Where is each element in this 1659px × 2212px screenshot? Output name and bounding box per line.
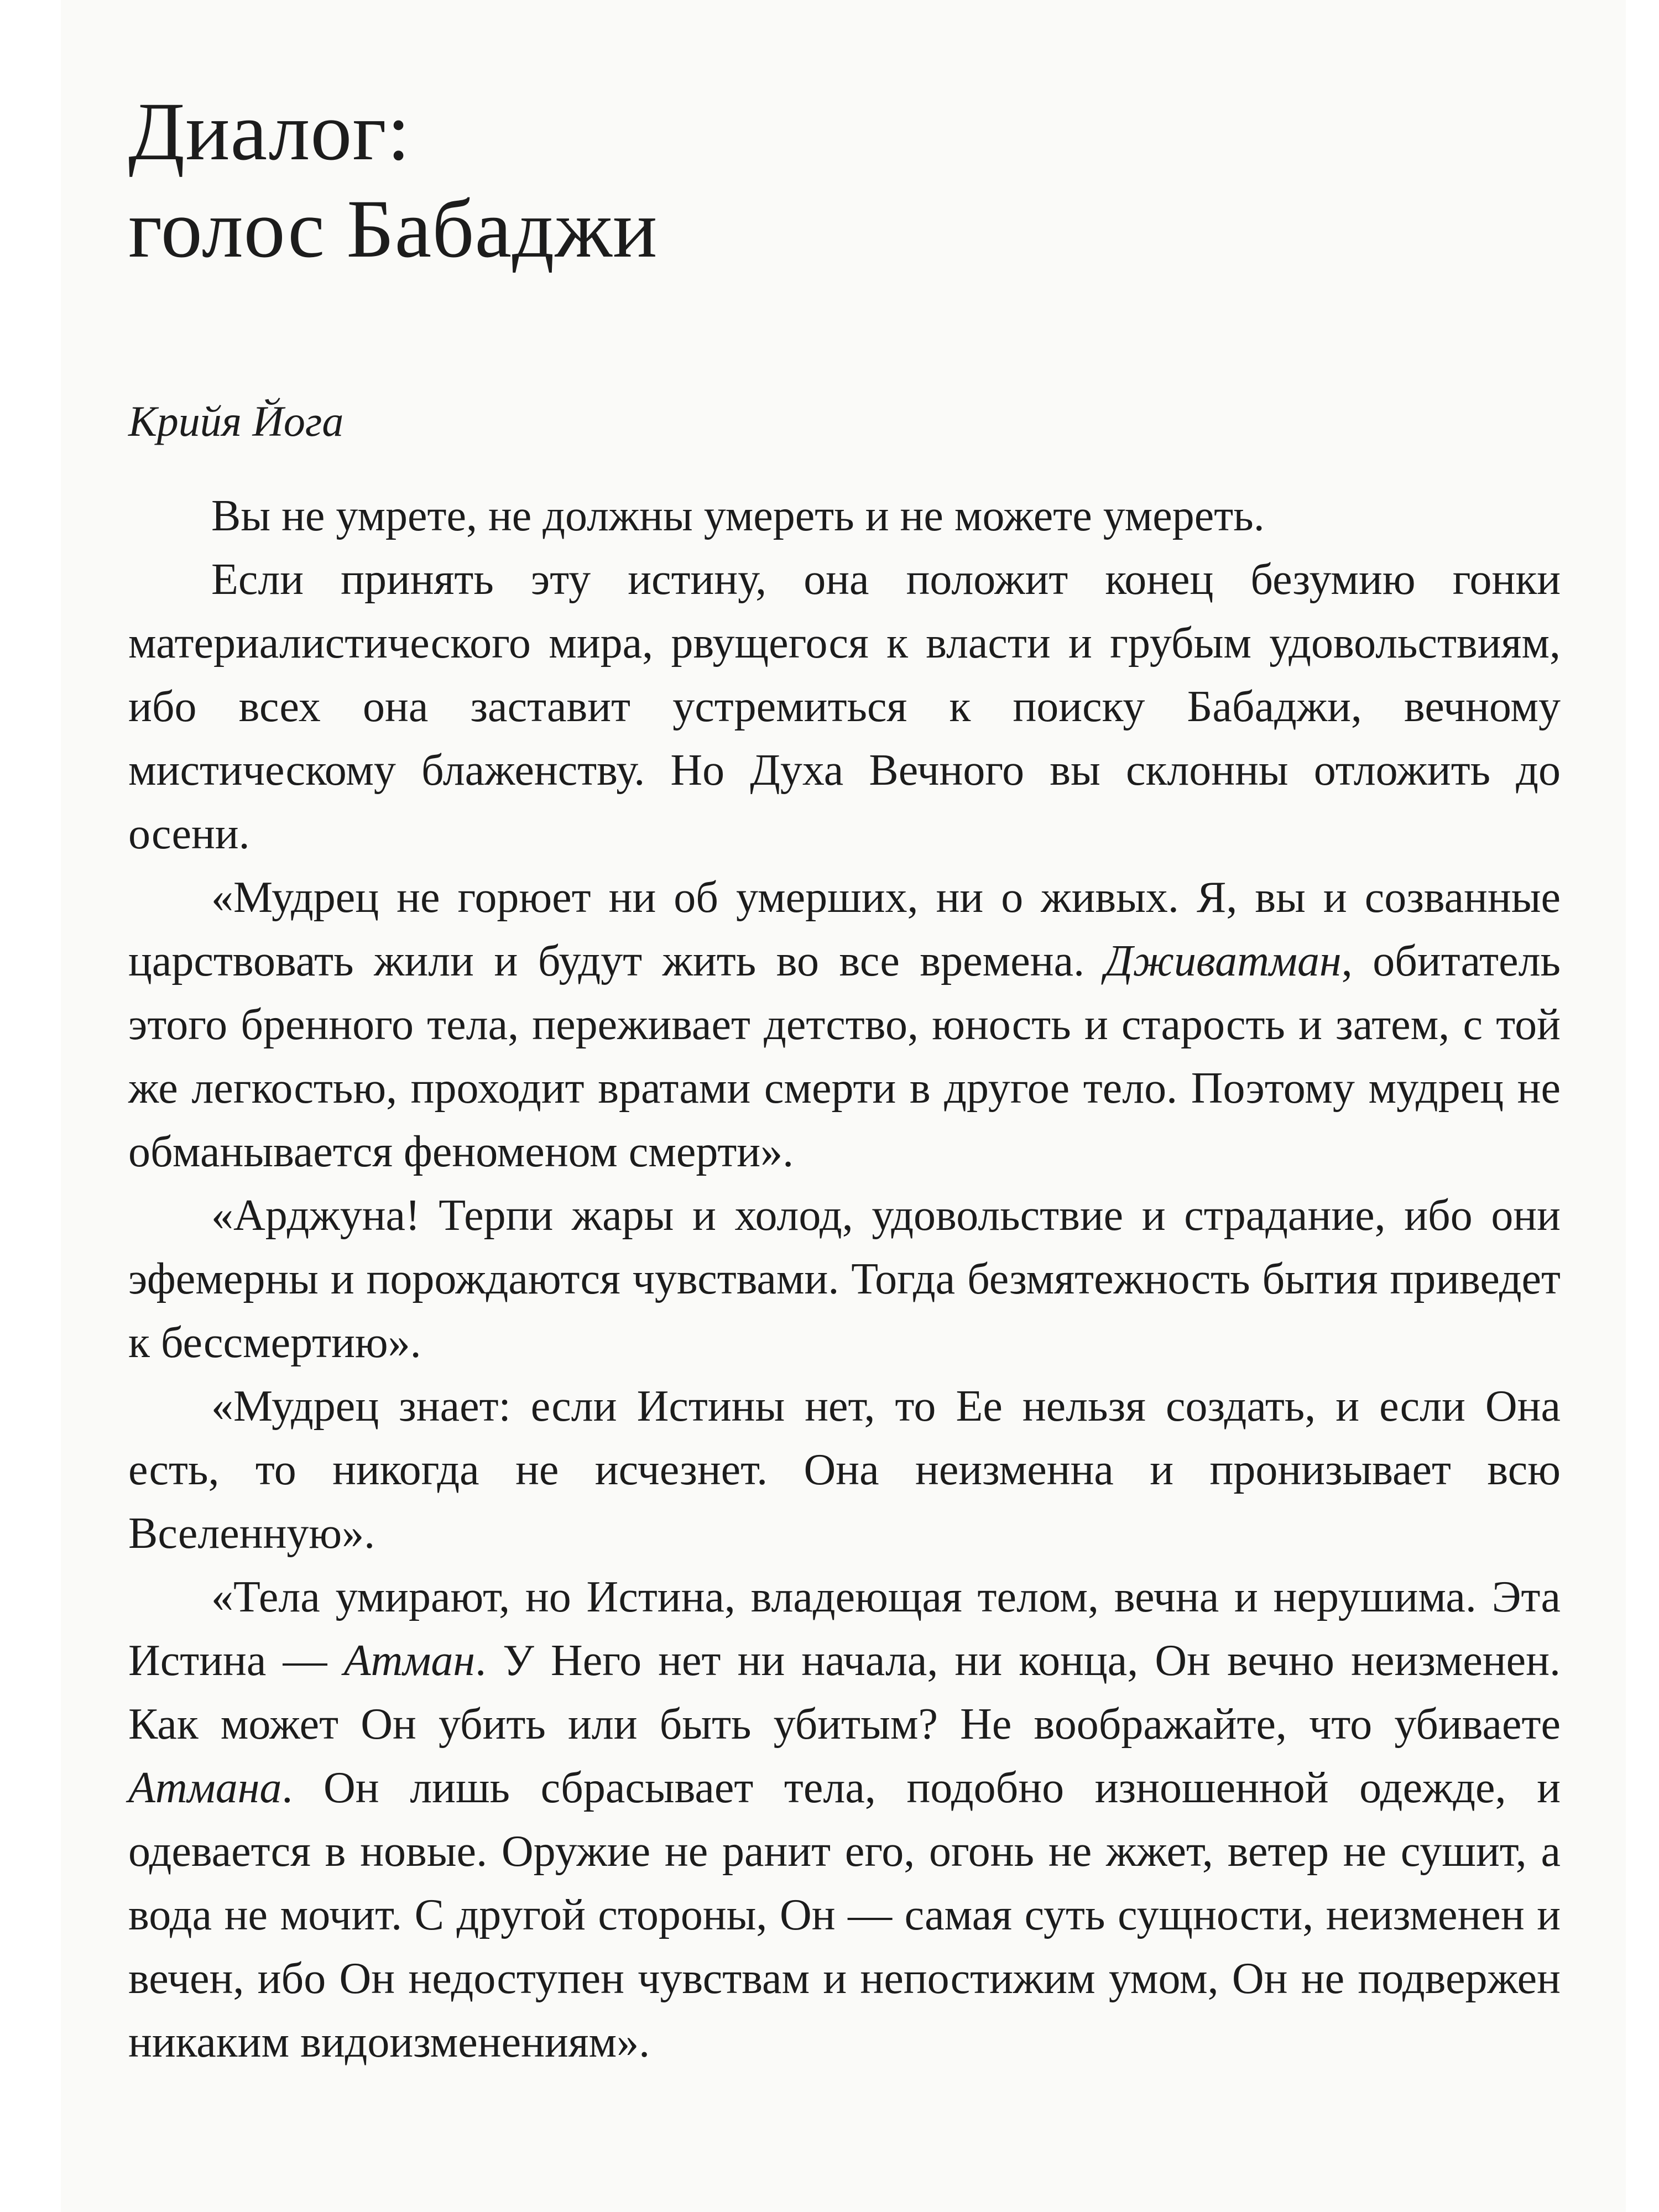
text-segment: «Мудрец не горюет ни об умерших, ни о живых. Я, вы и созванные царствовать жили и будут жить во все времена. bbox=[128, 873, 1561, 985]
paragraph bbox=[128, 484, 1561, 548]
italic-term: Атман bbox=[343, 1636, 476, 1685]
paragraph bbox=[128, 1566, 1561, 2074]
text-segment: «Мудрец знает: если Истины нет, то Ее нельзя создать, и если Она есть, то никогда не исчезнет. Она неизменна и пронизывает всю Вселенную». bbox=[128, 1382, 1561, 1558]
chapter-title bbox=[128, 83, 1561, 278]
page-content bbox=[128, 83, 1561, 2074]
section-subtitle: Крийя Йога bbox=[128, 397, 344, 445]
chapter-title-line-2: голос Бабаджи bbox=[128, 183, 658, 275]
italic-term: Атмана bbox=[128, 1764, 282, 1812]
text-segment: , обитатель этого бренного тела, переживает детство, юность и старость и затем, с той же легкостью, проходит вратами смерти в другое тело. Поэтому мудрец не обманывается феноменом смерти». bbox=[128, 937, 1561, 1176]
chapter-title-line-1: Диалог: bbox=[128, 86, 411, 178]
text-segment: «Тела умирают, но Истина, владеющая телом, вечна и нерушима. Эта Истина — bbox=[128, 1573, 1561, 1685]
page-edge bbox=[0, 0, 61, 2212]
body-text bbox=[128, 484, 1561, 2074]
paragraph bbox=[128, 866, 1561, 1184]
paragraph bbox=[128, 548, 1561, 866]
text-segment: Если принять эту истину, она положит конец безумию гонки материалистического мира, рвущегося к власти и грубым удовольствиям, ибо всех она заставит устремиться к поиску Бабаджи, вечному мистическому блаженству. Но Духа Вечного вы склонны отложить до осени. bbox=[128, 555, 1561, 858]
paragraph bbox=[128, 1375, 1561, 1566]
text-segment: «Арджуна! Терпи жары и холод, удовольствие и страдание, ибо они эфемерны и порождаются чувствами. Тогда безмятежность бытия приведет к бессмертию». bbox=[128, 1191, 1561, 1367]
text-segment: . Он лишь сбрасывает тела, подобно изношенной одежде, и одевается в новые. Оружие не ранит его, огонь не жжет, ветер не сушит, а вода не мочит. С другой стороны, Он — самая суть сущности, неизменен и вечен, ибо Он недоступен чувствам и непостижим умом, Он не подвержен никаким видоизменениям». bbox=[128, 1764, 1561, 2067]
book-page bbox=[61, 0, 1626, 2212]
paragraph bbox=[128, 1184, 1561, 1375]
text-segment: Вы не умрете, не должны умереть и не можете умереть. bbox=[211, 492, 1265, 540]
italic-term: Дживатман bbox=[1104, 937, 1342, 985]
text-segment: . У Него нет ни начала, ни конца, Он вечно неизменен. Как может Он убить или быть убитым? Не воображайте, что убиваете bbox=[128, 1636, 1561, 1749]
